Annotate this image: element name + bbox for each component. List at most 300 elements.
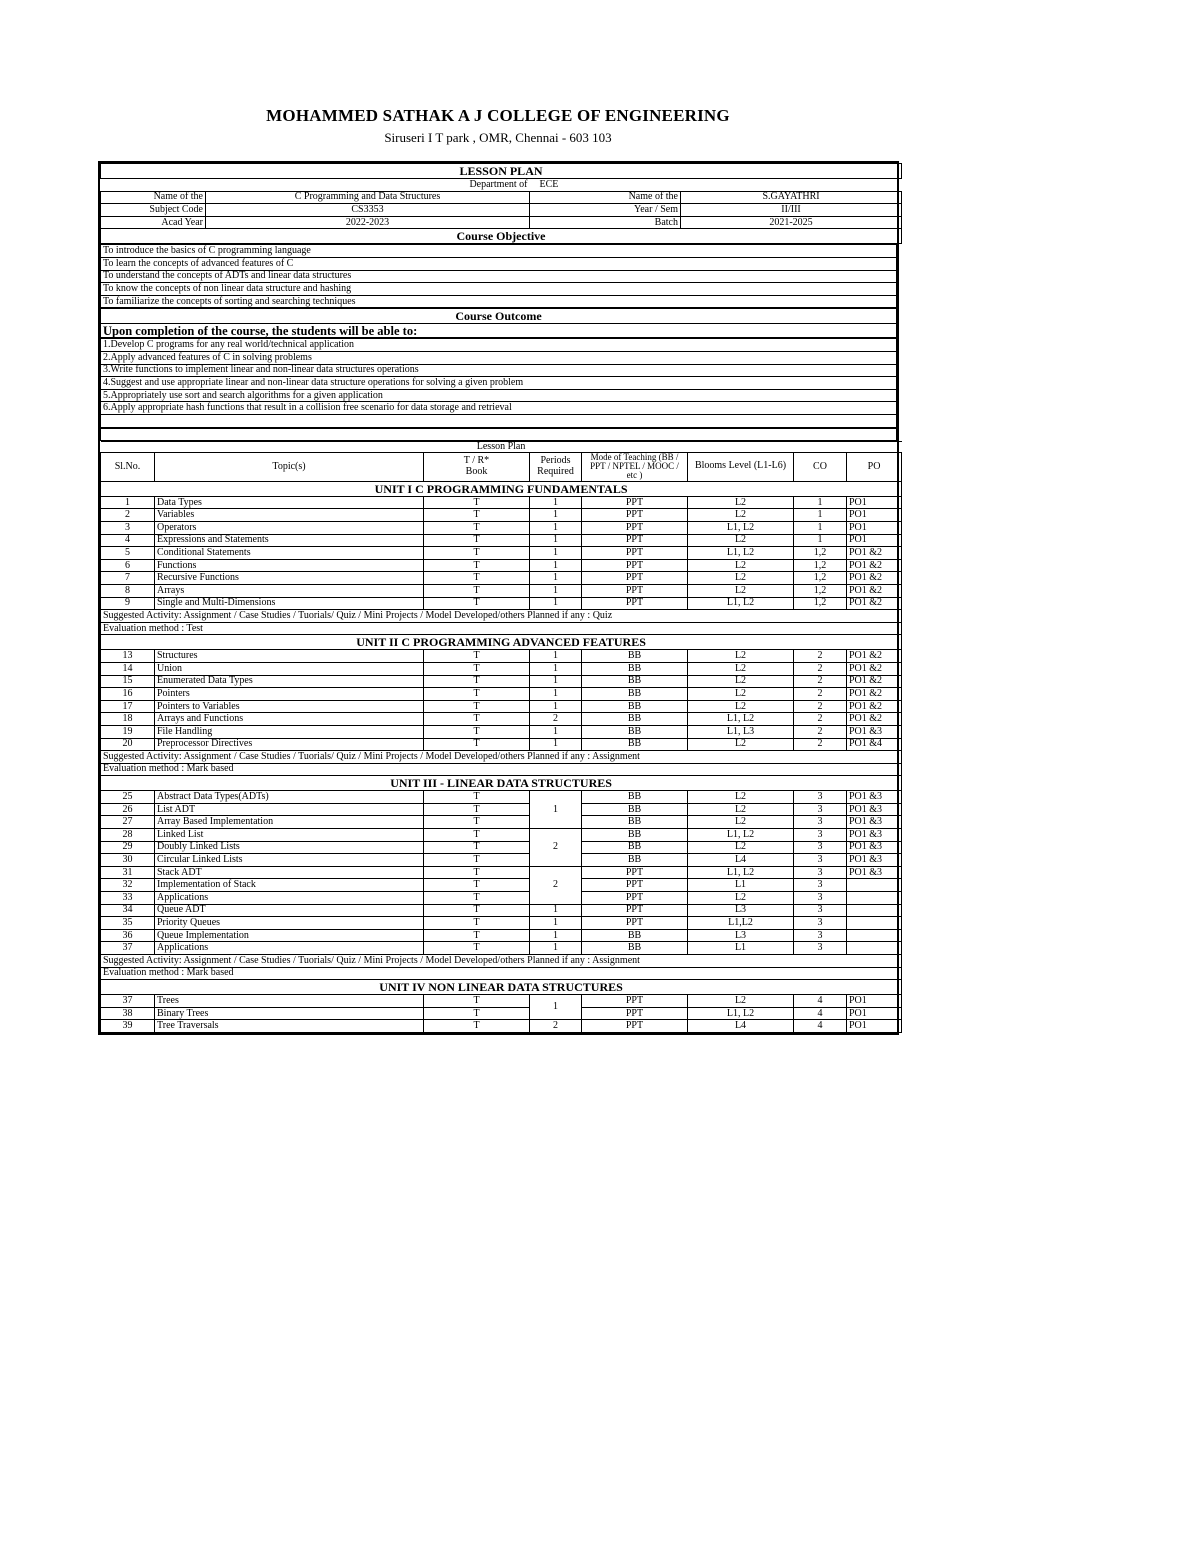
cell-slno: 19 (101, 725, 155, 738)
cell-blooms: L1, L2 (688, 597, 794, 610)
cell-text-ref: T (424, 547, 530, 560)
cell-periods: 1 (530, 597, 582, 610)
cell-topic: Trees (155, 995, 424, 1008)
cell-mode: BB (582, 688, 688, 701)
cell-co: 2 (794, 675, 847, 688)
cell-po: PO1 &3 (847, 866, 902, 879)
cell-blooms: L2 (688, 650, 794, 663)
cell-periods: 1 (530, 700, 582, 713)
outcome-title-table (100, 308, 897, 338)
cell-po: PO1 &3 (847, 725, 902, 738)
cell-po: PO1 &2 (847, 650, 902, 663)
cell-slno: 4 (101, 534, 155, 547)
cell-text-ref: T (424, 700, 530, 713)
table-row (101, 700, 902, 713)
blank-row (101, 414, 897, 427)
cell-po: PO1 &2 (847, 688, 902, 701)
cell-po: PO1 &2 (847, 662, 902, 675)
col-topic: Topic(s) (155, 452, 424, 481)
cell-slno: 31 (101, 866, 155, 879)
table-row (101, 892, 902, 905)
evaluation-method: Evaluation method : Test (101, 622, 902, 635)
cell-co: 2 (794, 650, 847, 663)
department-label: Department of (101, 179, 530, 192)
cell-blooms: L2 (688, 816, 794, 829)
cell-text-ref: T (424, 854, 530, 867)
table-row (101, 713, 902, 726)
table-row (101, 866, 902, 879)
cell-blooms: L2 (688, 584, 794, 597)
year-sem: II/III (681, 204, 902, 217)
table-row (101, 841, 902, 854)
col-periods-label: Periods (540, 455, 571, 467)
cell-topic: Circular Linked Lists (155, 854, 424, 867)
cell-po: PO1 &2 (847, 584, 902, 597)
cell-mode: PPT (582, 995, 688, 1008)
cell-periods: 1 (530, 572, 582, 585)
cell-text-ref: T (424, 803, 530, 816)
cell-blooms: L2 (688, 688, 794, 701)
cell-mode: PPT (582, 522, 688, 535)
cell-blooms: L2 (688, 559, 794, 572)
table-row (101, 547, 902, 560)
cell-periods: 1 (530, 738, 582, 751)
cell-slno: 1 (101, 496, 155, 509)
cell-blooms: L1, L2 (688, 1007, 794, 1020)
table-row (101, 522, 902, 535)
cell-text-ref: T (424, 725, 530, 738)
cell-co: 3 (794, 841, 847, 854)
outcome-item: 3.Write functions to implement linear and non-linear data structures operations (101, 364, 897, 377)
table-row (101, 496, 902, 509)
cell-po (847, 892, 902, 905)
table-row (101, 688, 902, 701)
cell-po (847, 917, 902, 930)
col-text-ref (424, 452, 530, 481)
cell-po (847, 904, 902, 917)
cell-slno: 16 (101, 688, 155, 701)
cell-text-ref: T (424, 597, 530, 610)
cell-text-ref: T (424, 713, 530, 726)
cell-blooms: L1, L2 (688, 522, 794, 535)
cell-slno: 6 (101, 559, 155, 572)
table-row (101, 675, 902, 688)
cell-co: 3 (794, 942, 847, 955)
cell-po (847, 879, 902, 892)
lesson-plan-caption: Lesson Plan (101, 441, 902, 452)
outcome-item: 2.Apply advanced features of C in solving problems (101, 351, 897, 364)
cell-topic: Queue ADT (155, 904, 424, 917)
cell-co: 3 (794, 866, 847, 879)
cell-slno: 28 (101, 829, 155, 842)
table-row (101, 829, 902, 842)
unit-title: UNIT II C PROGRAMMING ADVANCED FEATURES (101, 635, 902, 650)
cell-text-ref: T (424, 738, 530, 751)
cell-mode: BB (582, 854, 688, 867)
cell-co: 4 (794, 1020, 847, 1033)
batch: 2021-2025 (681, 216, 902, 229)
cell-blooms: L1, L3 (688, 725, 794, 738)
cell-co: 3 (794, 929, 847, 942)
cell-topic: Applications (155, 892, 424, 905)
cell-topic: Single and Multi-Dimensions (155, 597, 424, 610)
cell-text-ref: T (424, 534, 530, 547)
table-row (101, 995, 902, 1008)
cell-co: 4 (794, 1007, 847, 1020)
cell-co: 3 (794, 892, 847, 905)
cell-topic: Pointers (155, 688, 424, 701)
lesson-plan-table (100, 441, 902, 1033)
cell-topic: Array Based Implementation (155, 816, 424, 829)
cell-mode: BB (582, 791, 688, 804)
cell-mode: BB (582, 738, 688, 751)
cell-co: 2 (794, 688, 847, 701)
table-row (101, 816, 902, 829)
cell-co: 3 (794, 917, 847, 930)
cell-topic: Applications (155, 942, 424, 955)
objective-item: To learn the concepts of advanced features of C (101, 257, 897, 270)
cell-slno: 30 (101, 854, 155, 867)
cell-co: 3 (794, 879, 847, 892)
cell-topic: Expressions and Statements (155, 534, 424, 547)
cell-co: 3 (794, 904, 847, 917)
cell-text-ref: T (424, 559, 530, 572)
cell-po: PO1 &2 (847, 572, 902, 585)
cell-co: 1,2 (794, 547, 847, 560)
cell-periods: 1 (530, 496, 582, 509)
cell-slno: 36 (101, 929, 155, 942)
cell-slno: 38 (101, 1007, 155, 1020)
table-row (101, 738, 902, 751)
cell-slno: 18 (101, 713, 155, 726)
cell-periods: 1 (530, 662, 582, 675)
cell-topic: Recursive Functions (155, 572, 424, 585)
cell-po: PO1 (847, 534, 902, 547)
cell-mode: PPT (582, 904, 688, 917)
cell-co: 2 (794, 725, 847, 738)
objective-item: To familiarize the concepts of sorting and searching techniques (101, 295, 897, 308)
col-mode: Mode of Teaching (BB / PPT / NPTEL / MOOC / etc ) (582, 452, 688, 481)
cell-topic: Functions (155, 559, 424, 572)
cell-mode: PPT (582, 1007, 688, 1020)
cell-slno: 5 (101, 547, 155, 560)
table-row (101, 584, 902, 597)
outcome-item: 1.Develop C programs for any real world/technical application (101, 339, 897, 352)
cell-topic: Data Types (155, 496, 424, 509)
cell-co: 1 (794, 509, 847, 522)
cell-text-ref: T (424, 650, 530, 663)
table-row (101, 942, 902, 955)
cell-po: PO1 (847, 522, 902, 535)
suggested-activity: Suggested Activity: Assignment / Case Studies / Tuorials/ Quiz / Mini Projects / Model Developed/others Planned if any : Assignment (101, 751, 902, 764)
course-objective-title: Course Objective (101, 229, 902, 244)
cell-po: PO1 (847, 995, 902, 1008)
cell-text-ref: T (424, 879, 530, 892)
cell-co: 1 (794, 496, 847, 509)
cell-mode: PPT (582, 584, 688, 597)
cell-text-ref: T (424, 942, 530, 955)
outcomes-table (100, 338, 897, 427)
cell-co: 2 (794, 713, 847, 726)
unit-title: UNIT I C PROGRAMMING FUNDAMENTALS (101, 481, 902, 496)
cell-topic: Pointers to Variables (155, 700, 424, 713)
table-row (101, 803, 902, 816)
cell-text-ref: T (424, 904, 530, 917)
cell-co: 3 (794, 791, 847, 804)
cell-mode: BB (582, 650, 688, 663)
cell-po: PO1 &2 (847, 713, 902, 726)
cell-blooms: L1 (688, 879, 794, 892)
cell-blooms: L3 (688, 904, 794, 917)
table-row (101, 854, 902, 867)
cell-blooms: L2 (688, 496, 794, 509)
cell-slno: 32 (101, 879, 155, 892)
cell-po: PO1 &2 (847, 700, 902, 713)
table-row (101, 879, 902, 892)
cell-po: PO1 &2 (847, 675, 902, 688)
batch-label: Batch (530, 216, 681, 229)
cell-mode: PPT (582, 572, 688, 585)
suggested-activity: Suggested Activity: Assignment / Case Studies / Tuorials/ Quiz / Mini Projects / Model Developed/others Planned if any : Assignment (101, 955, 902, 968)
cell-text-ref: T (424, 522, 530, 535)
table-row (101, 917, 902, 930)
cell-co: 3 (794, 803, 847, 816)
cell-mode: PPT (582, 879, 688, 892)
cell-po: PO1 &3 (847, 829, 902, 842)
cell-periods: 2 (530, 713, 582, 726)
table-row (101, 650, 902, 663)
lesson-plan-sheet (98, 161, 899, 1035)
outcome-item: 4.Suggest and use appropriate linear and non-linear data structure operations for solving a given problem (101, 377, 897, 390)
col-periods (530, 452, 582, 481)
col-required-label: Required (537, 465, 574, 477)
cell-topic: Variables (155, 509, 424, 522)
outcome-item: 6.Apply appropriate hash functions that result in a collision free scenario for data storage and retrieval (101, 402, 897, 415)
cell-blooms: L4 (688, 854, 794, 867)
cell-mode: PPT (582, 892, 688, 905)
cell-text-ref: T (424, 675, 530, 688)
cell-slno: 37 (101, 942, 155, 955)
cell-slno: 14 (101, 662, 155, 675)
table-row (101, 572, 902, 585)
cell-co: 2 (794, 700, 847, 713)
cell-text-ref: T (424, 892, 530, 905)
cell-periods: 1 (530, 904, 582, 917)
cell-slno: 39 (101, 1020, 155, 1033)
cell-slno: 3 (101, 522, 155, 535)
cell-po: PO1 &2 (847, 547, 902, 560)
cell-topic: Arrays (155, 584, 424, 597)
acad-year-label: Acad Year (101, 216, 206, 229)
cell-blooms: L2 (688, 572, 794, 585)
cell-topic: Linked List (155, 829, 424, 842)
cell-periods: 2 (530, 866, 582, 904)
objective-item: To introduce the basics of C programming language (101, 245, 897, 258)
cell-mode: BB (582, 816, 688, 829)
cell-co: 2 (794, 662, 847, 675)
lesson-plan-title: LESSON PLAN (101, 164, 902, 179)
cell-po: PO1 &3 (847, 791, 902, 804)
cell-topic: Structures (155, 650, 424, 663)
cell-slno: 13 (101, 650, 155, 663)
cell-text-ref: T (424, 1020, 530, 1033)
cell-slno: 27 (101, 816, 155, 829)
cell-periods: 1 (530, 995, 582, 1020)
header-table (100, 163, 902, 244)
cell-periods: 2 (530, 829, 582, 867)
cell-po: PO1 &4 (847, 738, 902, 751)
table-row (101, 725, 902, 738)
cell-mode: BB (582, 929, 688, 942)
cell-periods: 1 (530, 559, 582, 572)
cell-topic: Abstract Data Types(ADTs) (155, 791, 424, 804)
table-row (101, 534, 902, 547)
table-row (101, 509, 902, 522)
cell-topic: Union (155, 662, 424, 675)
cell-blooms: L1, L2 (688, 866, 794, 879)
cell-periods: 1 (530, 917, 582, 930)
cell-blooms: L1 (688, 942, 794, 955)
cell-blooms: L2 (688, 700, 794, 713)
department-value: ECE (530, 179, 902, 192)
cell-text-ref: T (424, 509, 530, 522)
cell-periods: 1 (530, 929, 582, 942)
cell-co: 1,2 (794, 559, 847, 572)
cell-text-ref: T (424, 917, 530, 930)
cell-mode: PPT (582, 547, 688, 560)
cell-text-ref: T (424, 572, 530, 585)
course-outcome-title: Course Outcome (101, 309, 897, 324)
unit-title: UNIT III - LINEAR DATA STRUCTURES (101, 776, 902, 791)
cell-blooms: L2 (688, 534, 794, 547)
col-po: PO (847, 452, 902, 481)
cell-topic: Tree Traversals (155, 1020, 424, 1033)
cell-periods: 1 (530, 534, 582, 547)
cell-text-ref: T (424, 929, 530, 942)
cell-text-ref: T (424, 816, 530, 829)
cell-text-ref: T (424, 829, 530, 842)
cell-blooms: L4 (688, 1020, 794, 1033)
cell-blooms: L3 (688, 929, 794, 942)
cell-po (847, 929, 902, 942)
cell-po: PO1 (847, 1020, 902, 1033)
cell-text-ref: T (424, 841, 530, 854)
cell-co: 1 (794, 522, 847, 535)
cell-mode: PPT (582, 509, 688, 522)
cell-topic: Arrays and Functions (155, 713, 424, 726)
cell-text-ref: T (424, 995, 530, 1008)
cell-topic: File Handling (155, 725, 424, 738)
table-row (101, 1020, 902, 1033)
cell-mode: BB (582, 700, 688, 713)
subject-name: C Programming and Data Structures (206, 191, 530, 204)
cell-text-ref: T (424, 584, 530, 597)
cell-slno: 26 (101, 803, 155, 816)
outcome-item: 5.Appropriately use sort and search algorithms for a given application (101, 389, 897, 402)
cell-topic: Priority Queues (155, 917, 424, 930)
cell-mode: BB (582, 662, 688, 675)
year-sem-label: Year / Sem (530, 204, 681, 217)
cell-po: PO1 &3 (847, 803, 902, 816)
evaluation-method: Evaluation method : Mark based (101, 763, 902, 776)
cell-topic: Implementation of Stack (155, 879, 424, 892)
faculty-label: Name of the (530, 191, 681, 204)
suggested-activity: Suggested Activity: Assignment / Case Studies / Tuorials/ Quiz / Mini Projects / Model Developed/others Planned if any : Quiz (101, 610, 902, 623)
cell-po: PO1 (847, 496, 902, 509)
cell-topic: Conditional Statements (155, 547, 424, 560)
table-row (101, 791, 902, 804)
cell-co: 1,2 (794, 572, 847, 585)
cell-blooms: L2 (688, 791, 794, 804)
cell-topic: Preprocessor Directives (155, 738, 424, 751)
subject-name-label: Name of the (101, 191, 206, 204)
cell-blooms: L2 (688, 841, 794, 854)
cell-mode: BB (582, 841, 688, 854)
cell-slno: 17 (101, 700, 155, 713)
cell-co: 3 (794, 829, 847, 842)
cell-mode: BB (582, 713, 688, 726)
cell-po: PO1 (847, 509, 902, 522)
cell-periods: 1 (530, 584, 582, 597)
cell-co: 2 (794, 738, 847, 751)
cell-mode: BB (582, 725, 688, 738)
subject-code: CS3353 (206, 204, 530, 217)
cell-blooms: L2 (688, 803, 794, 816)
cell-slno: 7 (101, 572, 155, 585)
cell-po: PO1 &3 (847, 816, 902, 829)
col-book: Book (465, 465, 488, 477)
cell-text-ref: T (424, 496, 530, 509)
cell-po: PO1 &2 (847, 559, 902, 572)
cell-periods: 1 (530, 522, 582, 535)
cell-co: 4 (794, 995, 847, 1008)
objectives-table (100, 244, 897, 308)
cell-po: PO1 &3 (847, 841, 902, 854)
cell-po: PO1 &2 (847, 597, 902, 610)
cell-co: 1,2 (794, 597, 847, 610)
cell-topic: Operators (155, 522, 424, 535)
cell-mode: PPT (582, 597, 688, 610)
cell-text-ref: T (424, 866, 530, 879)
cell-periods: 1 (530, 675, 582, 688)
outcome-intro: Upon completion of the course, the students will be able to: (101, 324, 897, 338)
cell-blooms: L1, L2 (688, 547, 794, 560)
col-tr: T / R* (463, 455, 490, 467)
table-row (101, 662, 902, 675)
cell-slno: 33 (101, 892, 155, 905)
cell-mode: BB (582, 675, 688, 688)
table-row (101, 597, 902, 610)
cell-po: PO1 (847, 1007, 902, 1020)
table-row (101, 904, 902, 917)
subject-code-label: Subject Code (101, 204, 206, 217)
cell-periods: 1 (530, 509, 582, 522)
cell-mode: BB (582, 942, 688, 955)
cell-blooms: L1, L2 (688, 713, 794, 726)
table-row (101, 559, 902, 572)
cell-topic: Queue Implementation (155, 929, 424, 942)
acad-year: 2022-2023 (206, 216, 530, 229)
cell-po: PO1 &3 (847, 854, 902, 867)
col-co: CO (794, 452, 847, 481)
cell-periods: 2 (530, 1020, 582, 1033)
cell-topic: Stack ADT (155, 866, 424, 879)
cell-slno: 25 (101, 791, 155, 804)
table-row (101, 1007, 902, 1020)
cell-slno: 29 (101, 841, 155, 854)
cell-mode: PPT (582, 534, 688, 547)
cell-slno: 15 (101, 675, 155, 688)
